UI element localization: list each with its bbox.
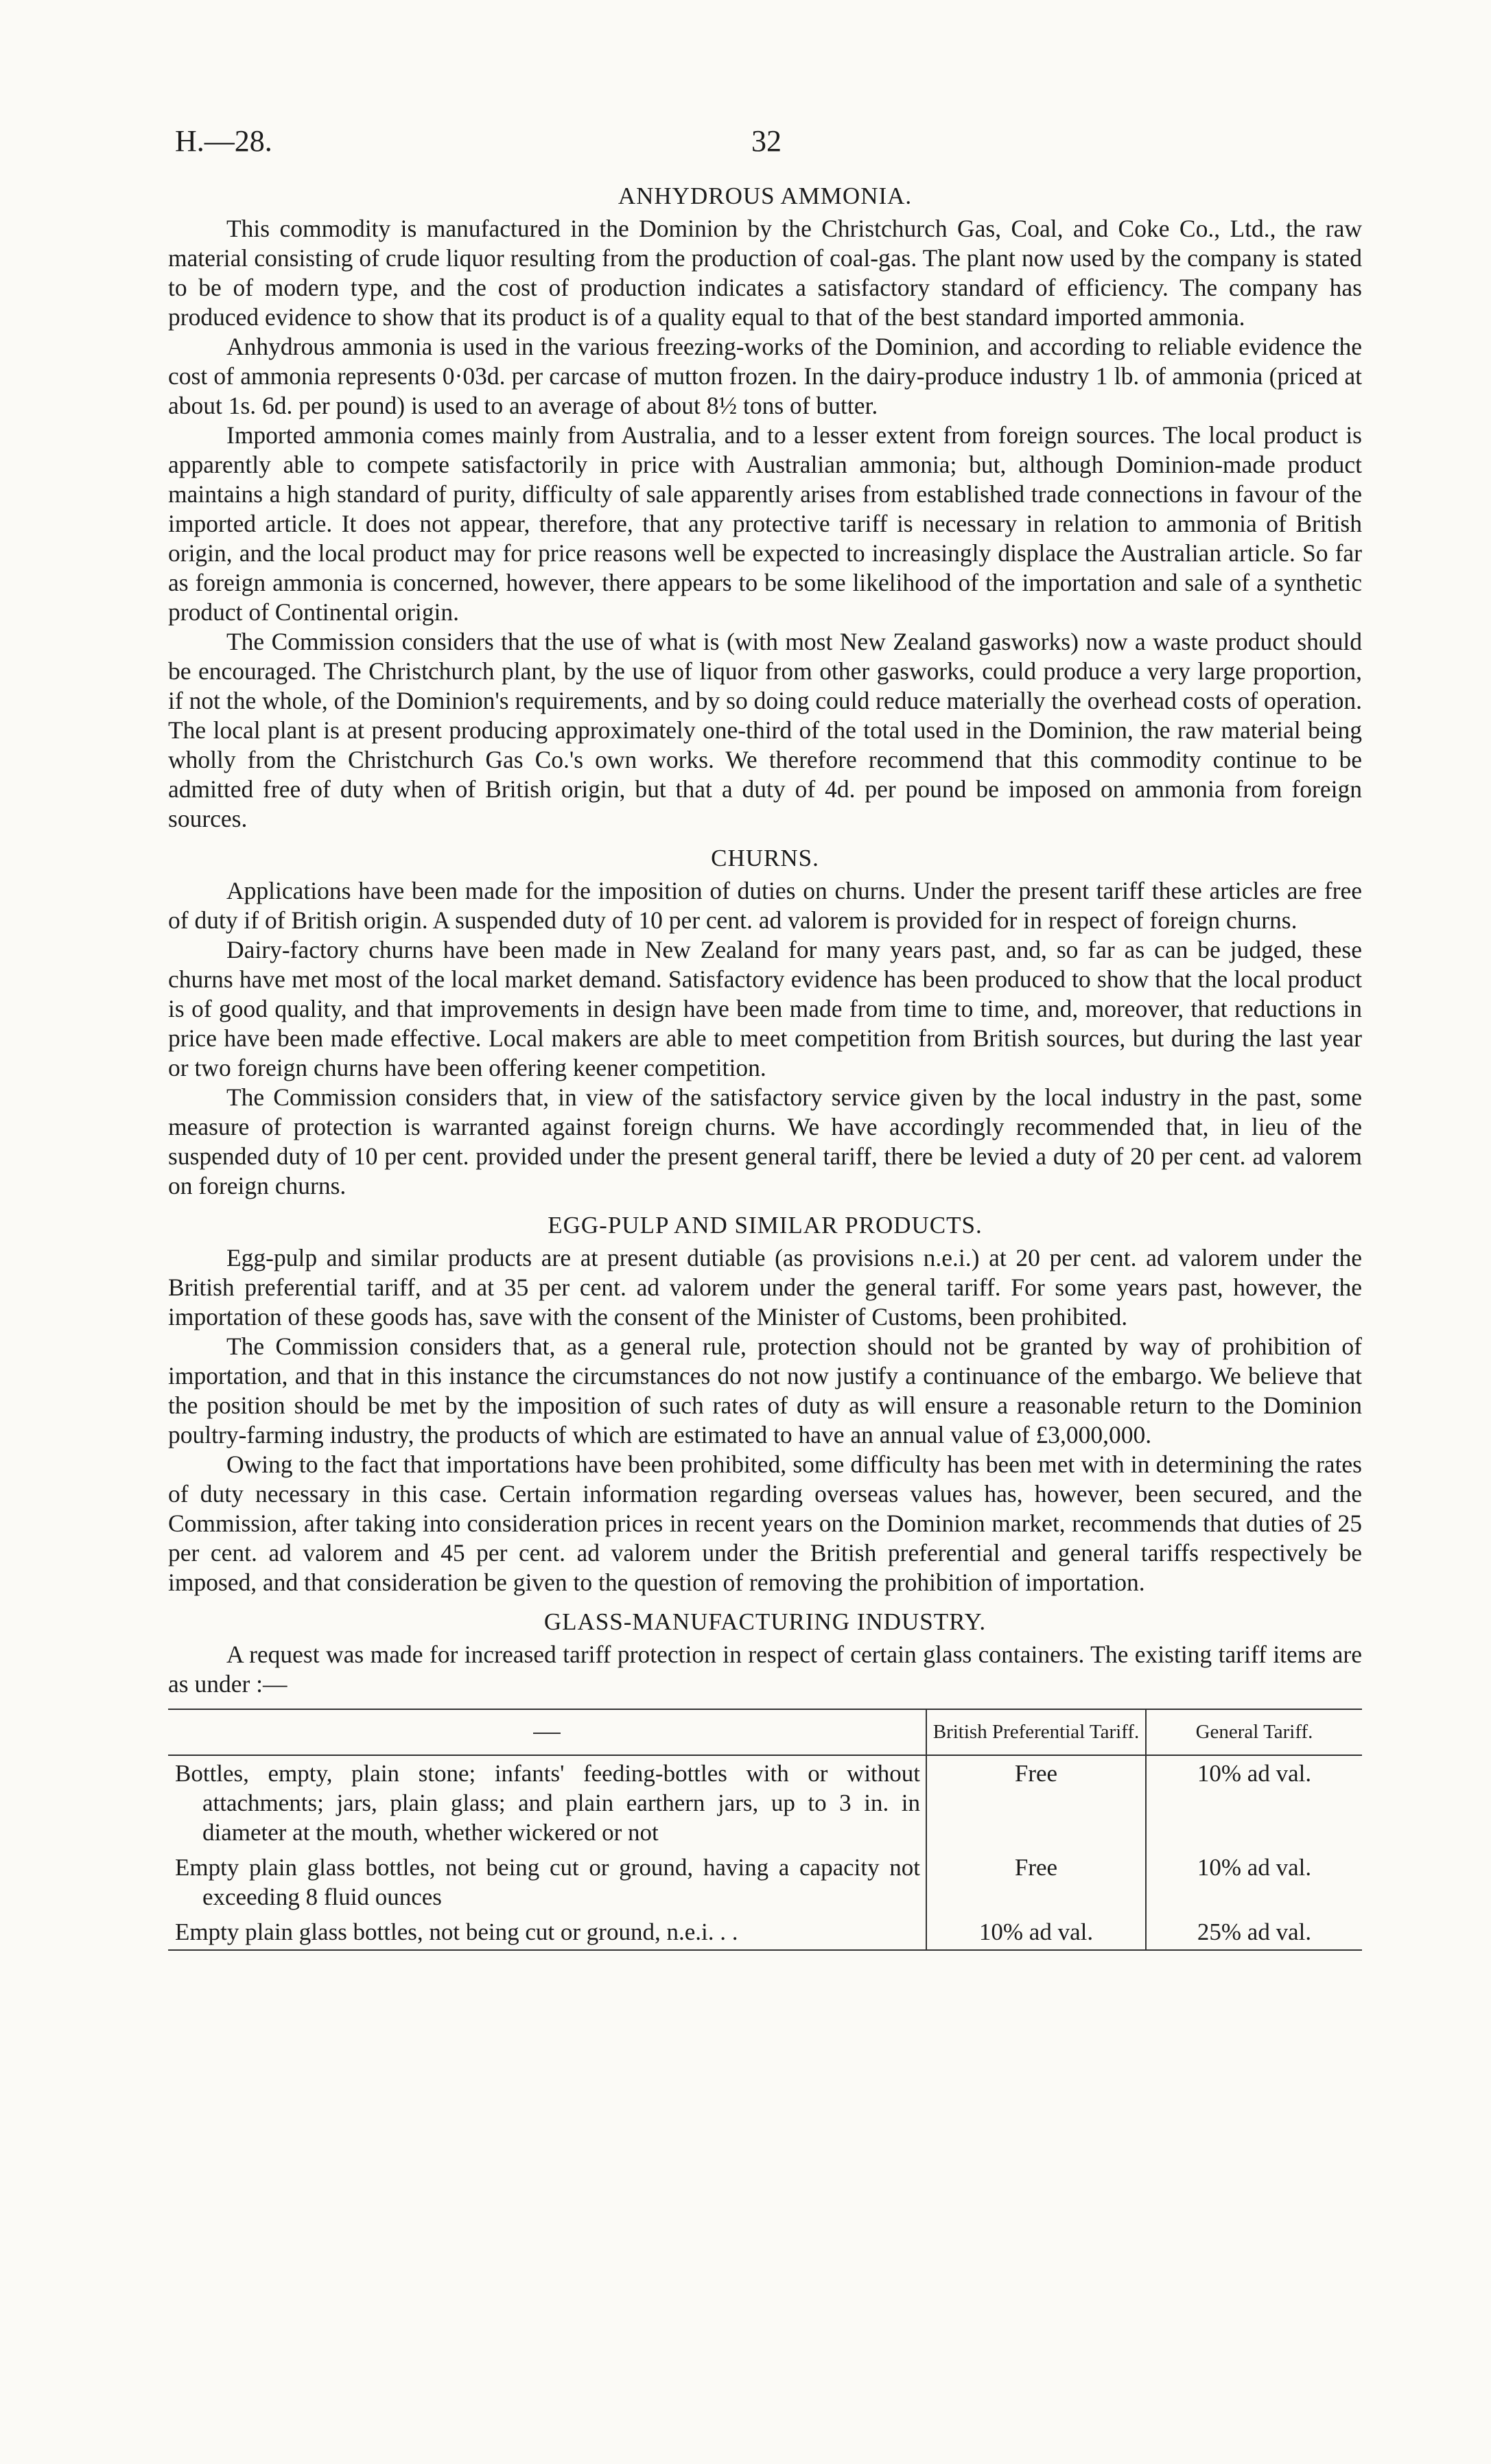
paragraph: Owing to the fact that importations have been prohibited, some difficulty has been met with in determining the rates of duty necessary in this case. Certain information regarding overseas values has, however, been secured, and the Commission, after taking into consideration prices in recent years on the Dominion market, recommends that duties of 25 per cent. ad valorem and 45 per cent. ad valorem under the British preferential and general tariffs respectively be imposed, and that consideration be given to the question of removing the prohibition of importation.: [168, 1451, 1362, 1596]
item-description: Empty plain glass bottles, not being cut or ground, having a capacity not exceeding 8 fluid ounces: [175, 1854, 920, 1910]
section-title: EGG-PULP AND SIMILAR PRODUCTS.: [548, 1212, 983, 1239]
section-churns: [168, 845, 1362, 1201]
paragraph: Dairy-factory churns have been made in New Zealand for many years past, and, so far as can be judged, these churns have met most of the local market demand. Satisfactory evidence has been produced to show that the local product is of good quality, and that improvements in design have been made from time to time, and, moreover, that reductions in price have been made effective. Local makers are able to meet competition from British sources, but during the last year or two foreign churns have been offering keener competition.: [168, 936, 1362, 1081]
section-title: ANHYDROUS AMMONIA.: [618, 183, 913, 209]
item-description: Empty plain glass bottles, not being cut or ground, n.e.i. . .: [175, 1919, 738, 1945]
paragraph: A request was made for increased tariff protection in respect of certain glass containers. The existing tariff items are as under :—: [168, 1641, 1362, 1698]
paragraph: This commodity is manufactured in the Dominion by the Christchurch Gas, Coal, and Coke Co., Ltd., the raw material consisting of crude liquor resulting from the production of coal-gas. The plant now used by the company is stated to be of modern type, and the cost of production indicates a satisfactory standard of efficiency. The company has produced evidence to show that its product is of a quality equal to that of the best standard imported ammonia.: [168, 215, 1362, 331]
british-preferential-value: Free: [926, 1850, 1146, 1914]
table-row: [168, 1850, 1362, 1914]
paragraph: Applications have been made for the imposition of duties on churns. Under the present tariff these articles are free of duty if of British origin. A suspended duty of 10 per cent. ad valorem is provided for in respect of foreign churns.: [168, 877, 1362, 934]
paragraph: The Commission considers that, as a general rule, protection should not be granted by way of prohibition of importation, and that in this instance the circumstances do not now justify a continuance of the embargo. We believe that the position should be met by the imposition of such rates of duty as will ensure a reasonable return to the Dominion poultry-farming industry, the products of which are estimated to have an annual value of £3,000,000.: [168, 1333, 1362, 1448]
british-preferential-value: 10% ad val.: [926, 1914, 1146, 1950]
paragraph: Anhydrous ammonia is used in the various freezing-works of the Dominion, and according to reliable evidence the cost of ammonia represents 0·03d. per carcase of mutton frozen. In the dairy-produce industry 1 lb. of ammonia (priced at about 1s. 6d. per pound) is used to an average of about 8½ tons of butter.: [168, 333, 1362, 419]
paragraph: The Commission considers that, in view of the satisfactory service given by the local industry in the past, some measure of protection is warranted against foreign churns. We have accordingly recommended that, in lieu of the suspended duty of 10 per cent. provided under the present general tariff, there be levied a duty of 20 per cent. ad valorem on foreign churns.: [168, 1083, 1362, 1199]
general-tariff-value: 25% ad val.: [1146, 1914, 1362, 1950]
table-row: [168, 1755, 1362, 1850]
tariff-table: [168, 1709, 1362, 1951]
paragraph: Imported ammonia comes mainly from Australia, and to a lesser extent from foreign sources. The local product is apparently able to compete satisfactorily in price with Australian ammonia; but, although Dominion-made product maintains a high standard of purity, difficulty of sale apparently arises from established trade connections in favour of the imported article. It does not appear, therefore, that any protective tariff is necessary in relation to ammonia of British origin, and the local product may for price reasons well be expected to increasingly displace the Australian article. So far as foreign ammonia is concerned, however, there appears to be some likelihood of the importation and sale of a synthetic product of Continental origin.: [168, 421, 1362, 626]
item-description: Bottles, empty, plain stone; infants' feeding-bottles with or without attachments; jars, plain glass; and plain earthern jars, up to 3 in. in diameter at the mouth, whether wickered or not: [175, 1760, 920, 1846]
british-preferential-value: Free: [926, 1755, 1146, 1850]
paragraph: Egg-pulp and similar products are at present dutiable (as provisions n.e.i.) at 20 per cent. ad valorem under the British preferential tariff, and at 35 per cent. ad valorem under the general tariff. For some years past, however, the importation of these goods has, save with the consent of the Minister of Customs, been prohibited.: [168, 1244, 1362, 1330]
general-tariff-header: General Tariff.: [1146, 1709, 1362, 1755]
description-column-header: [168, 1709, 926, 1755]
section-title: GLASS-MANUFACTURING INDUSTRY.: [543, 1608, 987, 1635]
general-tariff-value: 10% ad val.: [1146, 1850, 1362, 1914]
table-row: [168, 1914, 1362, 1950]
section-anhydrous-ammonia: [168, 183, 1362, 834]
page-number: 32: [751, 124, 782, 158]
section-egg-pulp: [168, 1212, 1362, 1597]
document-reference: H.—28.: [175, 124, 272, 158]
section-title: CHURNS.: [711, 845, 819, 871]
section-glass-manufacturing: [168, 1608, 1362, 1951]
table-header-row: [168, 1709, 1362, 1755]
british-preferential-header: British Preferential Tariff.: [926, 1709, 1146, 1755]
document-page: [168, 117, 1362, 1951]
paragraph: The Commission considers that the use of what is (with most New Zealand gasworks) now a waste product should be encouraged. The Christchurch plant, by the use of liquor from other gasworks, could produce a very large proportion, if not the whole, of the Dominion's requirements, and by so doing could reduce materially the overhead costs of operation. The local plant is at present producing approximately one-third of the total used in the Dominion, the raw material being wholly from the Christchurch Gas Co.'s own works. We therefore recommend that this commodity continue to be admitted free of duty when of British origin, but that a duty of 4d. per pound be imposed on ammonia from foreign sources.: [168, 628, 1362, 832]
dash-placeholder: [533, 1733, 561, 1734]
page-header: [168, 117, 1362, 172]
general-tariff-value: 10% ad val.: [1146, 1755, 1362, 1850]
